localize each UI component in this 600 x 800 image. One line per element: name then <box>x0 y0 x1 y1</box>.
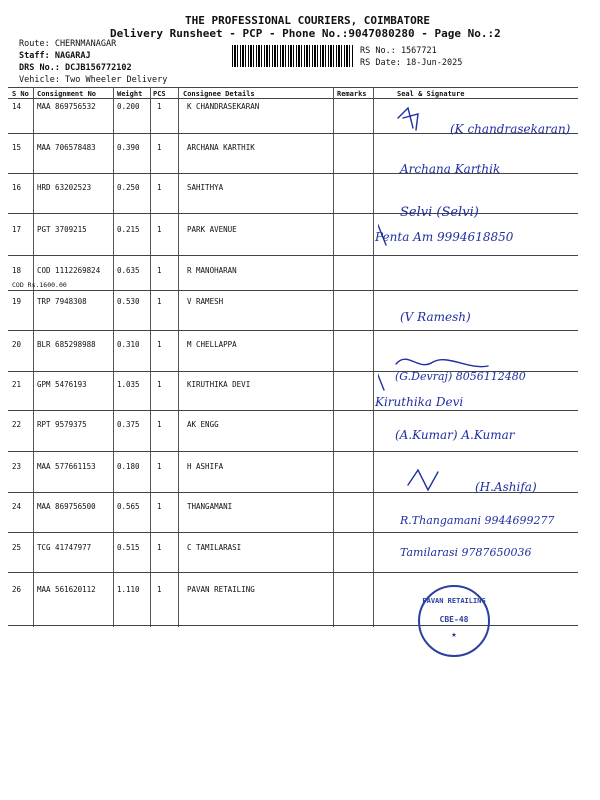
row-consignment: GPM 5476193 <box>37 380 87 389</box>
signature-text: Selvi (Selvi) <box>400 205 479 220</box>
row-consignment: MAA 577661153 <box>37 462 96 471</box>
company-title: THE PROFESSIONAL COURIERS, COIMBATORE <box>185 14 431 27</box>
col-weight: Weight <box>117 90 143 98</box>
row-sno: 15 <box>12 143 22 152</box>
col-pcs: PCS <box>153 90 166 98</box>
row-pcs: 1 <box>157 502 162 511</box>
row-consignee: M CHELLAPPA <box>187 340 237 349</box>
signature-text: (A.Kumar) A.Kumar <box>395 428 515 442</box>
signature-text: Kiruthika Devi <box>375 395 464 409</box>
star-icon: ★ <box>451 630 457 640</box>
vehicle-text: Vehicle: Two Wheeler Delivery <box>19 75 168 85</box>
staff-text: Staff: NAGARAJ <box>19 51 91 61</box>
row-consignment: MAA 869756500 <box>37 502 96 511</box>
row-weight: 0.515 <box>117 543 140 552</box>
row-sno: 20 <box>12 340 22 349</box>
col-consignment: Consignment No <box>37 90 97 98</box>
row-consignment: MAA 869756532 <box>37 102 96 111</box>
signature-scribble <box>396 359 488 366</box>
col-seal-signature: Seal & Signature <box>397 90 465 98</box>
row-consignee: PAVAN RETAILING <box>187 585 255 594</box>
table-divider <box>113 87 114 627</box>
row-consignee: SAHITHYA <box>187 183 224 192</box>
row-sno: 14 <box>12 102 22 111</box>
signature-text: (G.Devraj) 8056112480 <box>395 370 526 383</box>
row-sno: 22 <box>12 420 22 429</box>
row-weight: 0.635 <box>117 266 140 275</box>
table-divider <box>373 87 374 627</box>
row-cod-note: COD Rs.1600.00 <box>12 281 67 289</box>
row-weight: 0.180 <box>117 462 140 471</box>
company-stamp <box>418 585 490 657</box>
table-top-line <box>8 87 578 88</box>
col-sno: S No <box>12 90 29 98</box>
signature-text: Penta Am 9994618850 <box>375 230 514 244</box>
row-consignment: TCG 41747977 <box>37 543 92 552</box>
signature-text: Tamilarasi 9787650036 <box>400 546 532 559</box>
signature-text: Archana Karthik <box>400 162 501 176</box>
table-divider <box>33 87 34 627</box>
row-sno: 16 <box>12 183 22 192</box>
rs-date: RS Date: 18-Jun-2025 <box>360 58 463 68</box>
row-consignment: TRP 7948308 <box>37 297 87 306</box>
row-consignee: V RAMESH <box>187 297 224 306</box>
row-weight: 0.200 <box>117 102 140 111</box>
row-consignment: HRD 63202523 <box>37 183 92 192</box>
row-pcs: 1 <box>157 380 162 389</box>
signature-scribble <box>378 370 384 390</box>
signature-scribble <box>408 470 438 490</box>
row-pcs: 1 <box>157 266 162 275</box>
row-pcs: 1 <box>157 143 162 152</box>
row-pcs: 1 <box>157 183 162 192</box>
row-pcs: 1 <box>157 297 162 306</box>
row-pcs: 1 <box>157 102 162 111</box>
row-consignment: MAA 561620112 <box>37 585 96 594</box>
signature-text: R.Thangamani 9944699277 <box>400 514 555 527</box>
runsheet-subtitle: Delivery Runsheet - PCP - Phone No.:9047080280 - Page No.:2 <box>110 27 501 40</box>
row-weight: 1.035 <box>117 380 140 389</box>
signature-text: (H.Ashifa) <box>475 480 537 494</box>
row-consignment: COD 1112269824 <box>37 266 101 275</box>
row-consignee: THANGAMANI <box>187 502 233 511</box>
row-consignment: PGT 3709215 <box>37 225 87 234</box>
row-pcs: 1 <box>157 585 162 594</box>
rs-number: RS No.: 1567721 <box>360 46 437 56</box>
row-consignee: PARK AVENUE <box>187 225 237 234</box>
table-divider <box>150 87 151 627</box>
row-pcs: 1 <box>157 543 162 552</box>
row-sno: 26 <box>12 585 22 594</box>
table-head-line <box>8 98 578 99</box>
row-weight: 0.310 <box>117 340 140 349</box>
row-pcs: 1 <box>157 462 162 471</box>
row-consignment: MAA 706578483 <box>37 143 96 152</box>
signature-text: (V Ramesh) <box>400 310 471 324</box>
row-weight: 0.565 <box>117 502 140 511</box>
row-pcs: 1 <box>157 420 162 429</box>
col-remarks: Remarks <box>337 90 367 98</box>
stamp-code: CBE-48 <box>439 615 469 624</box>
table-divider <box>178 87 179 627</box>
row-sno: 24 <box>12 502 22 511</box>
row-weight: 0.250 <box>117 183 140 192</box>
route-text: Route: CHERNMANAGAR <box>19 39 117 49</box>
col-consignee: Consignee Details <box>183 90 255 98</box>
row-consignment: BLR 685298988 <box>37 340 96 349</box>
row-consignee: C TAMILARASI <box>187 543 242 552</box>
row-weight: 1.110 <box>117 585 140 594</box>
row-weight: 0.530 <box>117 297 140 306</box>
drs-number: DRS No.: DCJB156772102 <box>19 63 132 73</box>
row-weight: 0.215 <box>117 225 140 234</box>
row-sno: 18 <box>12 266 22 275</box>
stamp-text: PAVAN RETAILING <box>422 597 486 605</box>
signature-text: (K chandrasekaran) <box>450 122 571 136</box>
row-pcs: 1 <box>157 225 162 234</box>
barcode <box>232 45 354 67</box>
row-weight: 0.390 <box>117 143 140 152</box>
row-sno: 23 <box>12 462 22 471</box>
row-pcs: 1 <box>157 340 162 349</box>
row-sno: 17 <box>12 225 22 234</box>
row-consignee: H ASHIFA <box>187 462 224 471</box>
table-divider <box>333 87 334 627</box>
row-consignee: KIRUTHIKA DEVI <box>187 380 251 389</box>
row-sno: 19 <box>12 297 22 306</box>
signature-scribble <box>398 108 418 130</box>
row-consignee: ARCHANA KARTHIK <box>187 143 255 152</box>
row-consignee: R MANOHARAN <box>187 266 237 275</box>
row-sno: 25 <box>12 543 22 552</box>
row-consignee: K CHANDRASEKARAN <box>187 102 260 111</box>
row-consignment: RPT 9579375 <box>37 420 87 429</box>
row-sno: 21 <box>12 380 22 389</box>
row-consignee: AK ENGG <box>187 420 219 429</box>
row-weight: 0.375 <box>117 420 140 429</box>
